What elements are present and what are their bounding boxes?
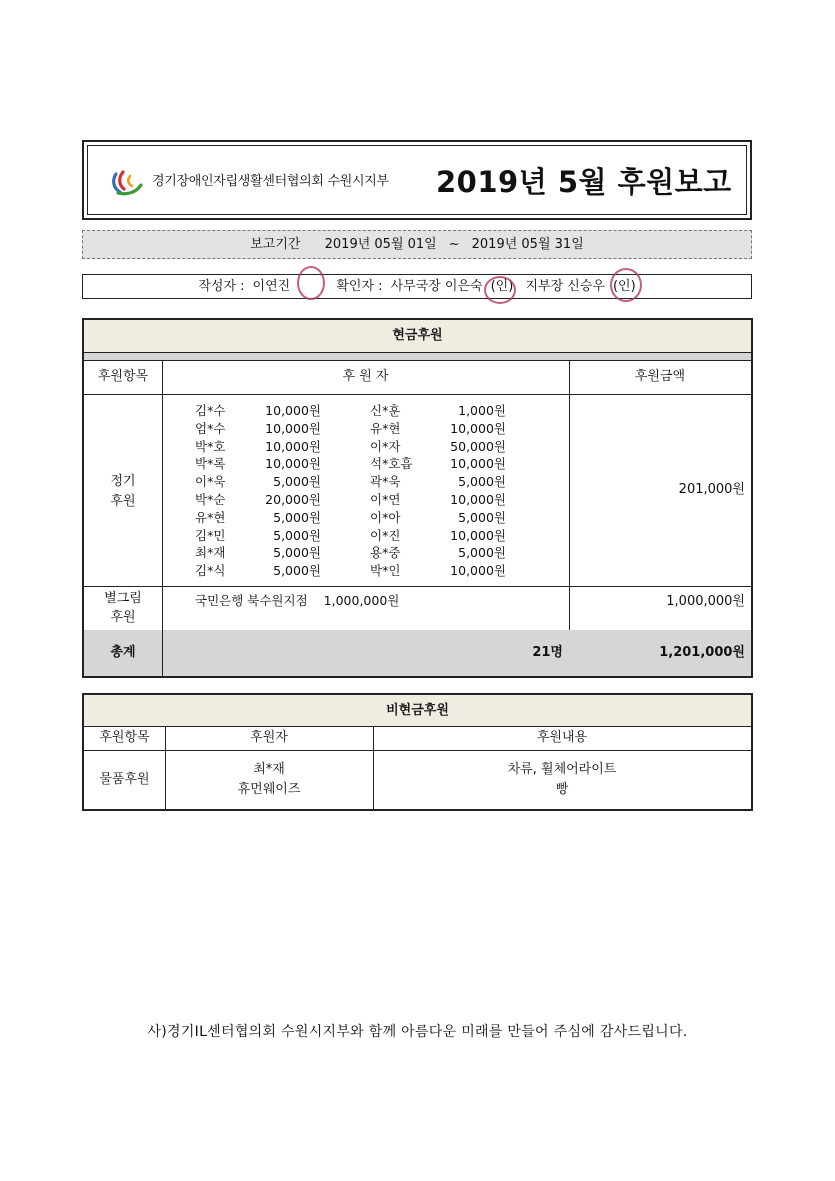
cash-title-divider-band	[84, 352, 751, 360]
header-inner-border	[87, 145, 747, 215]
branch-head-stamp-text: (인)	[612, 279, 636, 294]
donor-row: 신*훈 1,000원	[370, 403, 506, 418]
noncash-col-donor: 후원자	[250, 730, 288, 745]
byeolgeurim-donation-amount: 1,000,000원	[666, 594, 745, 609]
donor-row: 박*록 10,000원	[195, 456, 321, 472]
thank-you-message: 사)경기IL센터협의회 수원시지부와 함께 아름다운 미래를 만들어 주심에 감사드립니다.	[147, 1024, 688, 1040]
noncash-donor-1: 최*재	[253, 762, 285, 777]
confirm-seal-stamp	[484, 276, 516, 304]
noncash-donor-2: 휴먼웨이즈	[237, 782, 301, 797]
byeolgeurim-donor-name: 국민은행 북수원지점	[195, 593, 308, 608]
donor-row: 이*연 10,000원	[370, 491, 506, 507]
donor-row: 이*진 10,000원	[370, 527, 506, 543]
noncash-content-2: 빵	[555, 782, 569, 797]
byeolgeurim-donor-amount: 1,000,000원	[323, 593, 400, 608]
signatories-row	[82, 274, 752, 299]
period-start: 2019년 05월 01일	[324, 237, 437, 252]
report-title: 2019년 5월 후원보고	[436, 165, 732, 199]
regular-label-line1: 정기	[110, 474, 136, 489]
noncash-donation-table	[82, 693, 753, 811]
author-seal-stamp	[297, 266, 325, 300]
donor-row: 박*순 20,000원	[195, 491, 321, 507]
donor-row: 이*욱 5,000원	[195, 474, 321, 490]
noncash-item: 물품후원	[99, 772, 150, 787]
confirm-name: 사무국장 이은숙	[390, 279, 483, 294]
cash-donation-table	[82, 318, 753, 678]
total-amount: 1,201,000원	[659, 645, 745, 660]
byeolgeurim-donor	[195, 586, 555, 616]
cash-section-title: 현금후원	[84, 320, 751, 352]
cash-col-amount: 후원금액	[634, 369, 686, 384]
donor-row: 석*호흡 10,000원	[370, 456, 506, 472]
donor-row: 이*자 50,000원	[370, 438, 506, 454]
branch-head-seal-stamp	[610, 268, 642, 302]
donor-row: 김*민 5,000원	[195, 527, 321, 543]
org-logo-icon	[110, 168, 144, 196]
org-name: 경기장애인자립생활센터협의회 수원시지부	[152, 174, 389, 189]
regular-donation-label	[84, 394, 162, 586]
donor-row: 용*중 5,000원	[370, 545, 506, 561]
report-period	[82, 230, 752, 259]
donor-row: 김*수 10,000원	[195, 403, 321, 418]
noncash-col-content: 후원내용	[536, 730, 588, 745]
donor-row: 유*현 5,000원	[195, 509, 321, 525]
regular-donor-list-left	[195, 402, 335, 580]
byeolgeurim-donation-label	[84, 586, 162, 630]
regular-donor-list-right	[370, 402, 510, 580]
noncash-section-title: 비현금후원	[84, 695, 751, 726]
regular-label-line2: 후원	[110, 494, 136, 509]
noncash-donors	[165, 750, 373, 809]
donor-row: 최*재 5,000원	[195, 545, 321, 561]
confirm-label: 확인자 :	[336, 279, 383, 294]
period-end: 2019년 05월 31일	[471, 237, 584, 252]
confirm-stamp-text: (인)	[490, 279, 514, 294]
total-count: 21명	[532, 645, 563, 660]
regular-donation-amount: 201,000원	[678, 482, 745, 497]
donor-row: 엄*수 10,000원	[195, 420, 321, 436]
donor-row: 이*아 5,000원	[370, 509, 506, 525]
donor-row: 김*식 5,000원	[195, 563, 321, 579]
donor-row: 박*인 10,000원	[370, 563, 506, 579]
donor-row: 박*호 10,000원	[195, 438, 321, 454]
cash-col-donor: 후 원 자	[342, 369, 389, 384]
noncash-contents	[373, 750, 751, 809]
period-separator: ~	[448, 237, 460, 252]
total-label: 총계	[110, 645, 136, 660]
branch-head-name: 지부장 신승우	[525, 279, 605, 294]
donor-row: 유*현 10,000원	[370, 420, 506, 436]
period-label: 보고기간	[250, 237, 301, 252]
author-label: 작성자 :	[198, 279, 245, 294]
noncash-content-1: 차류, 휠체어라이트	[507, 762, 617, 777]
byeolgeurim-label-line1: 별그림	[104, 591, 142, 606]
report-header	[82, 140, 752, 220]
author-name: 이연진	[252, 279, 291, 294]
byeolgeurim-label-line2: 후원	[110, 610, 136, 625]
donor-row: 곽*욱 5,000원	[370, 474, 506, 490]
cash-col-item: 후원항목	[97, 369, 149, 384]
noncash-col-item: 후원항목	[99, 730, 150, 745]
